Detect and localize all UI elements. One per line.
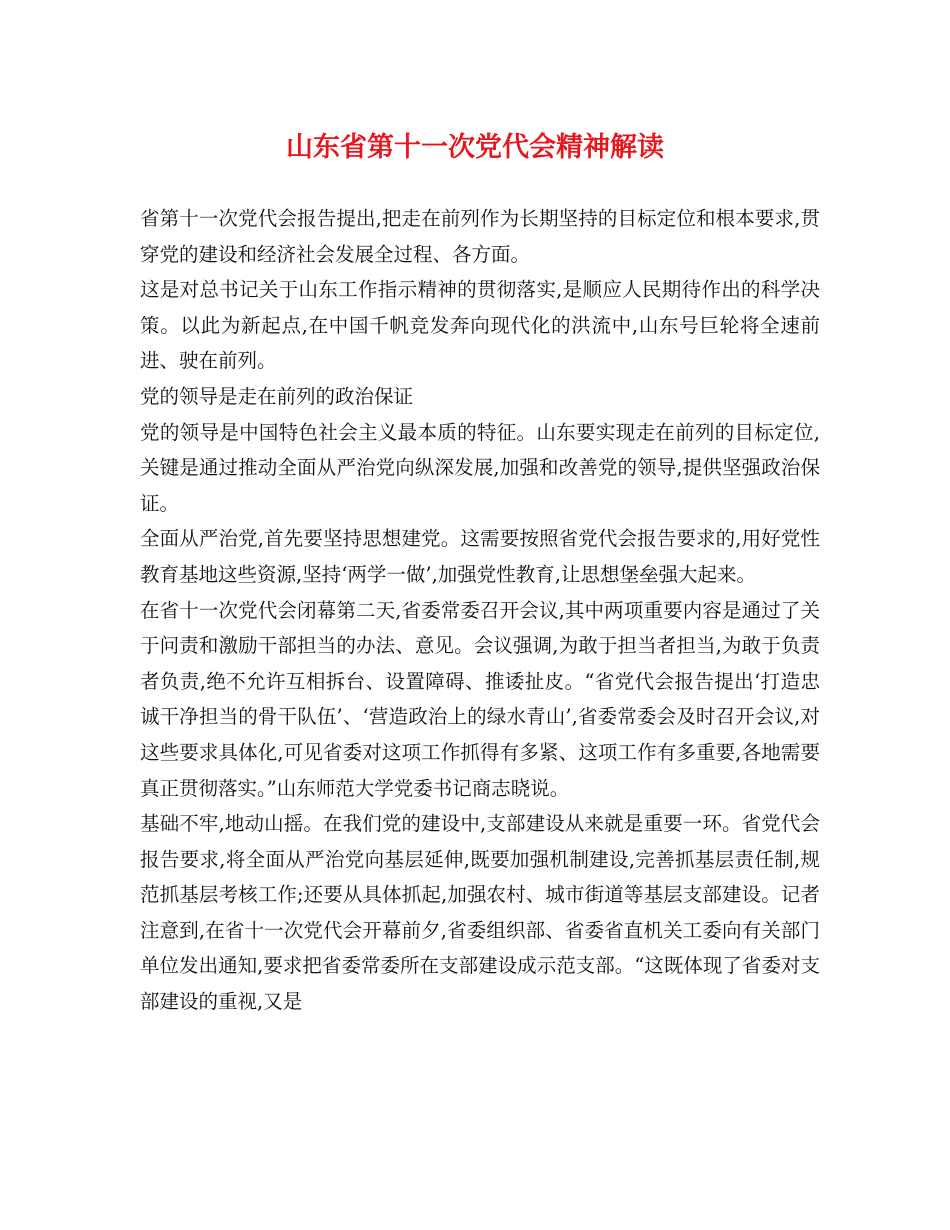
paragraph: 党的领导是中国特色社会主义最本质的特征。山东要实现走在前列的目标定位,关键是通过推动全面从严治党向纵深发展,加强和改善党的领导,提供坚强政治保证。 xyxy=(140,420,820,515)
paragraph: 省第十一次党代会报告提出,把走在前列作为长期坚持的目标定位和根本要求,贯穿党的建设和经济社会发展全过程、各方面。 xyxy=(140,207,820,266)
paragraph: 这是对总书记关于山东工作指示精神的贯彻落实,是顺应人民期待作出的科学决策。以此为新起点,在中国千帆竞发奔向现代化的洪流中,山东号巨轮将全速前进、驶在前列。 xyxy=(140,278,820,373)
paragraph: 基础不牢,地动山摇。在我们党的建设中,支部建设从来就是重要一环。省党代会报告要求,将全面从严治党向基层延伸,既要加强机制建设,完善抓基层责任制,规范抓基层考核工作;还要从具体抓起,加强农村、城市街道等基层支部建设。记者注意到,在省十一次党代会开幕前夕,省委组织部、省委省直机关工委向有关部门单位发出通知,要求把省委常委所在支部建设成示范支部。“这既体现了省委对支部建设的重视,又是 xyxy=(140,812,820,1014)
paragraph: 全面从严治党,首先要坚持思想建党。这需要按照省党代会报告要求的,用好党性教育基地这些资源,坚持‘两学一做’,加强党性教育,让思想堡垒强大起来。 xyxy=(140,527,820,586)
section-heading: 党的领导是走在前列的政治保证 xyxy=(140,384,414,408)
paragraph: 在省十一次党代会闭幕第二天,省委常委召开会议,其中两项重要内容是通过了关于问责和激励干部担当的办法、意见。会议强调,为敢于担当者担当,为敢于负责者负责,绝不允许互相拆台、设置障碍、推诿扯皮。“省党代会报告提出‘打造忠诚干净担当的骨干队伍’、‘营造政治上的绿水青山’,省委常委会及时召开会议,对这些要求具体化,可见省委对这项工作抓得有多紧、这项工作有多重要,各地需要真正贯彻落实。”山东师范大学党委书记商志晓说。 xyxy=(140,598,820,800)
document-body xyxy=(140,201,820,1020)
document-title: 山东省第十一次党代会精神解读 xyxy=(286,132,664,163)
